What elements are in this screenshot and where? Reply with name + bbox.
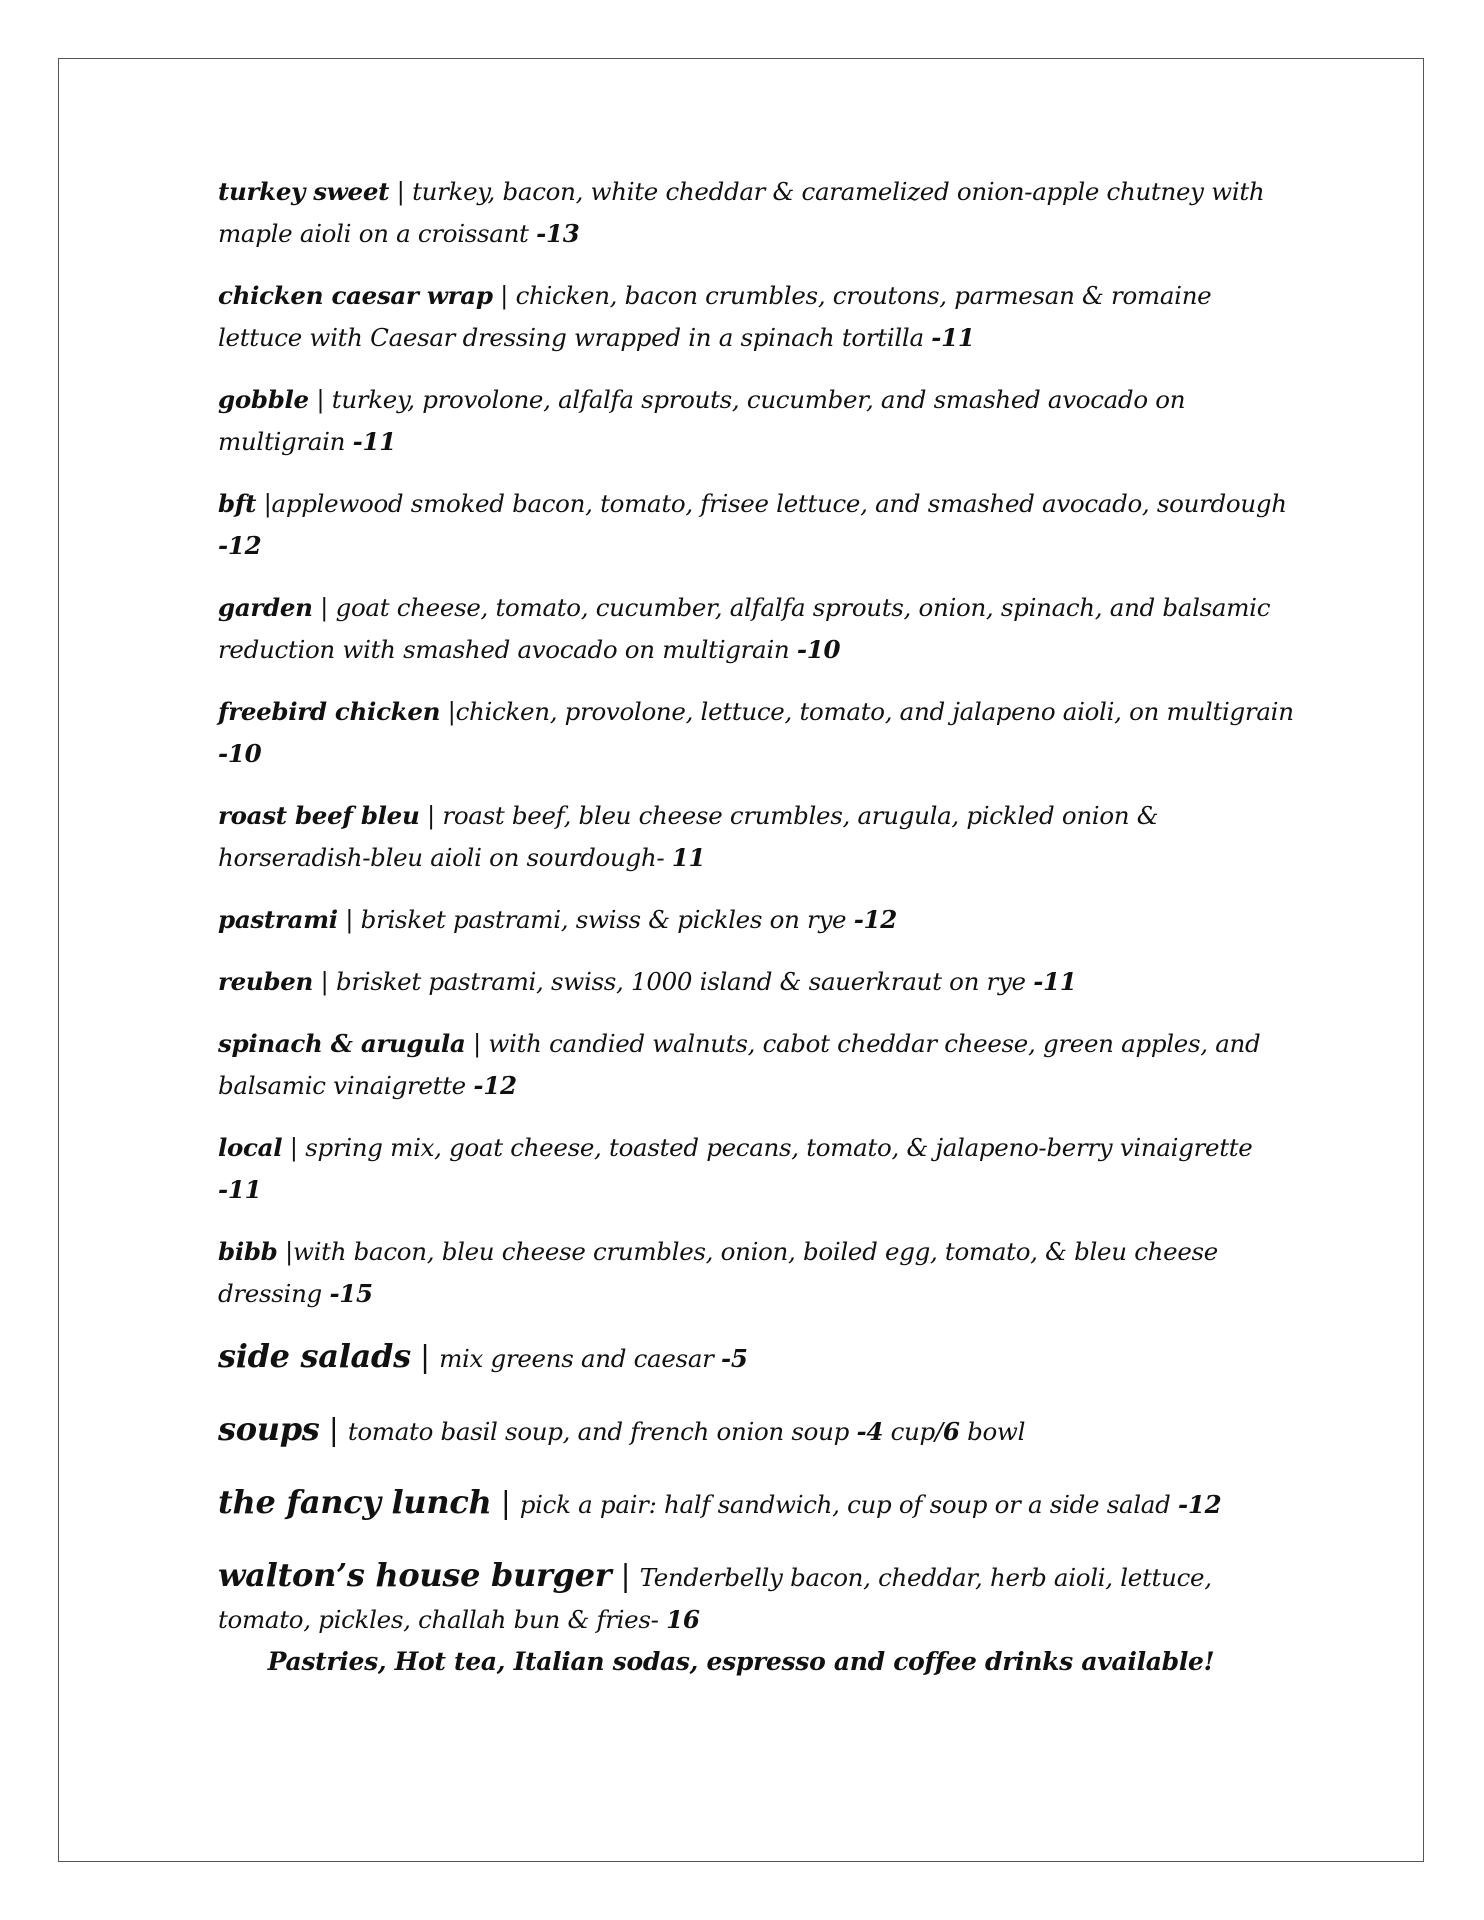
item-description: chicken, bacon crumbles, croutons, parmesan & romaine lettuce with Caesar dressing wrapped in a spinach tortilla (218, 281, 1212, 352)
item-name: pastrami (218, 905, 338, 934)
item-separator: | (312, 593, 336, 622)
item-separator: | (319, 1413, 348, 1448)
item-separator: | (337, 905, 361, 934)
item-description: tomato basil soup, and french onion soup (347, 1417, 857, 1446)
item-price: -11 (931, 323, 975, 352)
item-separator: | (282, 1133, 306, 1162)
item-name: soups (218, 1410, 320, 1448)
item-separator: | (277, 1237, 293, 1266)
item-separator: | (440, 697, 456, 726)
item-description: applewood smoked bacon, tomato, frisee lettuce, and smashed avocado, sourdough (271, 489, 1287, 518)
item-description: with candied walnuts, cabot cheddar cheese, green apples, and balsamic vinaigrette (218, 1029, 1261, 1100)
item-description: Tenderbelly bacon, cheddar, herb aioli, lettuce, tomato, pickles, challah bun & fries- (218, 1563, 1212, 1634)
item-price: -15 (329, 1279, 373, 1308)
menu-item-fancy-lunch (218, 1481, 1298, 1526)
item-description-cup: cup/ (883, 1417, 943, 1446)
item-description: roast beef, bleu cheese crumbles, arugula, pickled onion & horseradish-bleu aioli on sourdough- (218, 801, 1159, 872)
item-name: garden (218, 593, 313, 622)
item-separator: | (419, 801, 443, 830)
item-price-cup: -4 (856, 1417, 884, 1446)
item-name: reuben (218, 967, 314, 996)
menu-item-bibb (218, 1231, 1298, 1315)
item-description: turkey, bacon, white cheddar & caramelized onion-apple chutney with maple aioli on a croissant (218, 177, 1265, 248)
menu-item-bft (218, 483, 1298, 567)
item-name: spinach & arugula (218, 1029, 466, 1058)
item-name: bibb (218, 1237, 278, 1266)
item-separator: | (410, 1340, 440, 1375)
item-name: roast beef bleu (218, 801, 420, 830)
item-price: -11 (352, 427, 397, 456)
item-price: -12 (218, 531, 262, 560)
item-name: freebird chicken (218, 697, 441, 726)
item-description: mix greens and caesar (439, 1344, 722, 1373)
menu-item-chicken-caesar-wrap (218, 275, 1298, 359)
item-separator: | (465, 1029, 489, 1058)
item-name: turkey sweet (218, 177, 390, 206)
item-price: -12 (473, 1071, 517, 1100)
item-description: pick a pair: half sandwich, cup of soup or a side salad (519, 1490, 1178, 1519)
menu-item-pastrami (218, 899, 1298, 941)
item-separator: | (256, 489, 272, 518)
item-price-bowl: 6 (942, 1417, 960, 1446)
menu-item-reuben (218, 961, 1298, 1003)
menu-item-spinach-arugula (218, 1023, 1298, 1107)
item-price: 11 (671, 843, 706, 872)
item-separator: | (611, 1559, 640, 1594)
footer-note: Pastries, Hot tea, Italian sodas, espresso and coffee drinks available! (267, 1647, 1215, 1676)
item-name: side salads (218, 1337, 411, 1375)
item-name: chicken caesar wrap (218, 281, 493, 310)
item-description: brisket pastrami, swiss, 1000 island & sauerkraut on rye (335, 967, 1034, 996)
item-price: 16 (666, 1605, 700, 1634)
menu-list (218, 171, 1298, 1669)
menu-item-gobble (218, 379, 1298, 463)
menu-item-soups (218, 1408, 1298, 1453)
item-price: -5 (721, 1344, 748, 1373)
item-price: -13 (536, 219, 580, 248)
item-price: -12 (853, 905, 898, 934)
item-name: gobble (218, 385, 309, 414)
item-price: -10 (796, 635, 841, 664)
item-separator: | (313, 967, 336, 996)
item-separator: | (491, 1486, 520, 1521)
menu-item-freebird-chicken (218, 691, 1298, 775)
item-price: -12 (1177, 1490, 1222, 1519)
item-separator: | (308, 385, 332, 414)
menu-item-side-salads (218, 1335, 1298, 1380)
item-description: chicken, provolone, lettuce, tomato, and jalapeno aioli, on multigrain (455, 697, 1294, 726)
item-description: brisket pastrami, swiss & pickles on rye (360, 905, 854, 934)
item-price: -11 (1033, 967, 1077, 996)
item-description: with bacon, bleu cheese crumbles, onion, boiled egg, tomato, & bleu cheese dressing (218, 1237, 1218, 1308)
menu-item-roast-beef-bleu (218, 795, 1298, 879)
item-description: spring mix, goat cheese, toasted pecans, tomato, & jalapeno-berry vinaigrette (305, 1133, 1253, 1162)
item-separator: | (492, 281, 516, 310)
menu-item-local (218, 1127, 1298, 1211)
item-description-bowl: bowl (959, 1417, 1026, 1446)
item-price: -11 (218, 1175, 262, 1204)
item-name: local (218, 1133, 283, 1162)
menu-item-house-burger (218, 1554, 1298, 1641)
item-name: walton’s house burger (218, 1556, 612, 1594)
item-description: turkey, provolone, alfalfa sprouts, cucumber, and smashed avocado on multigrain (218, 385, 1186, 456)
item-name: the fancy lunch (218, 1483, 492, 1521)
menu-item-garden (218, 587, 1298, 671)
item-description: goat cheese, tomato, cucumber, alfalfa sprouts, onion, spinach, and balsamic reduction with smashed avocado on multigrain (218, 593, 1271, 664)
item-separator: | (389, 177, 413, 206)
item-price: -10 (218, 739, 262, 768)
menu-item-turkey-sweet (218, 171, 1298, 255)
item-name: bft (218, 489, 257, 518)
